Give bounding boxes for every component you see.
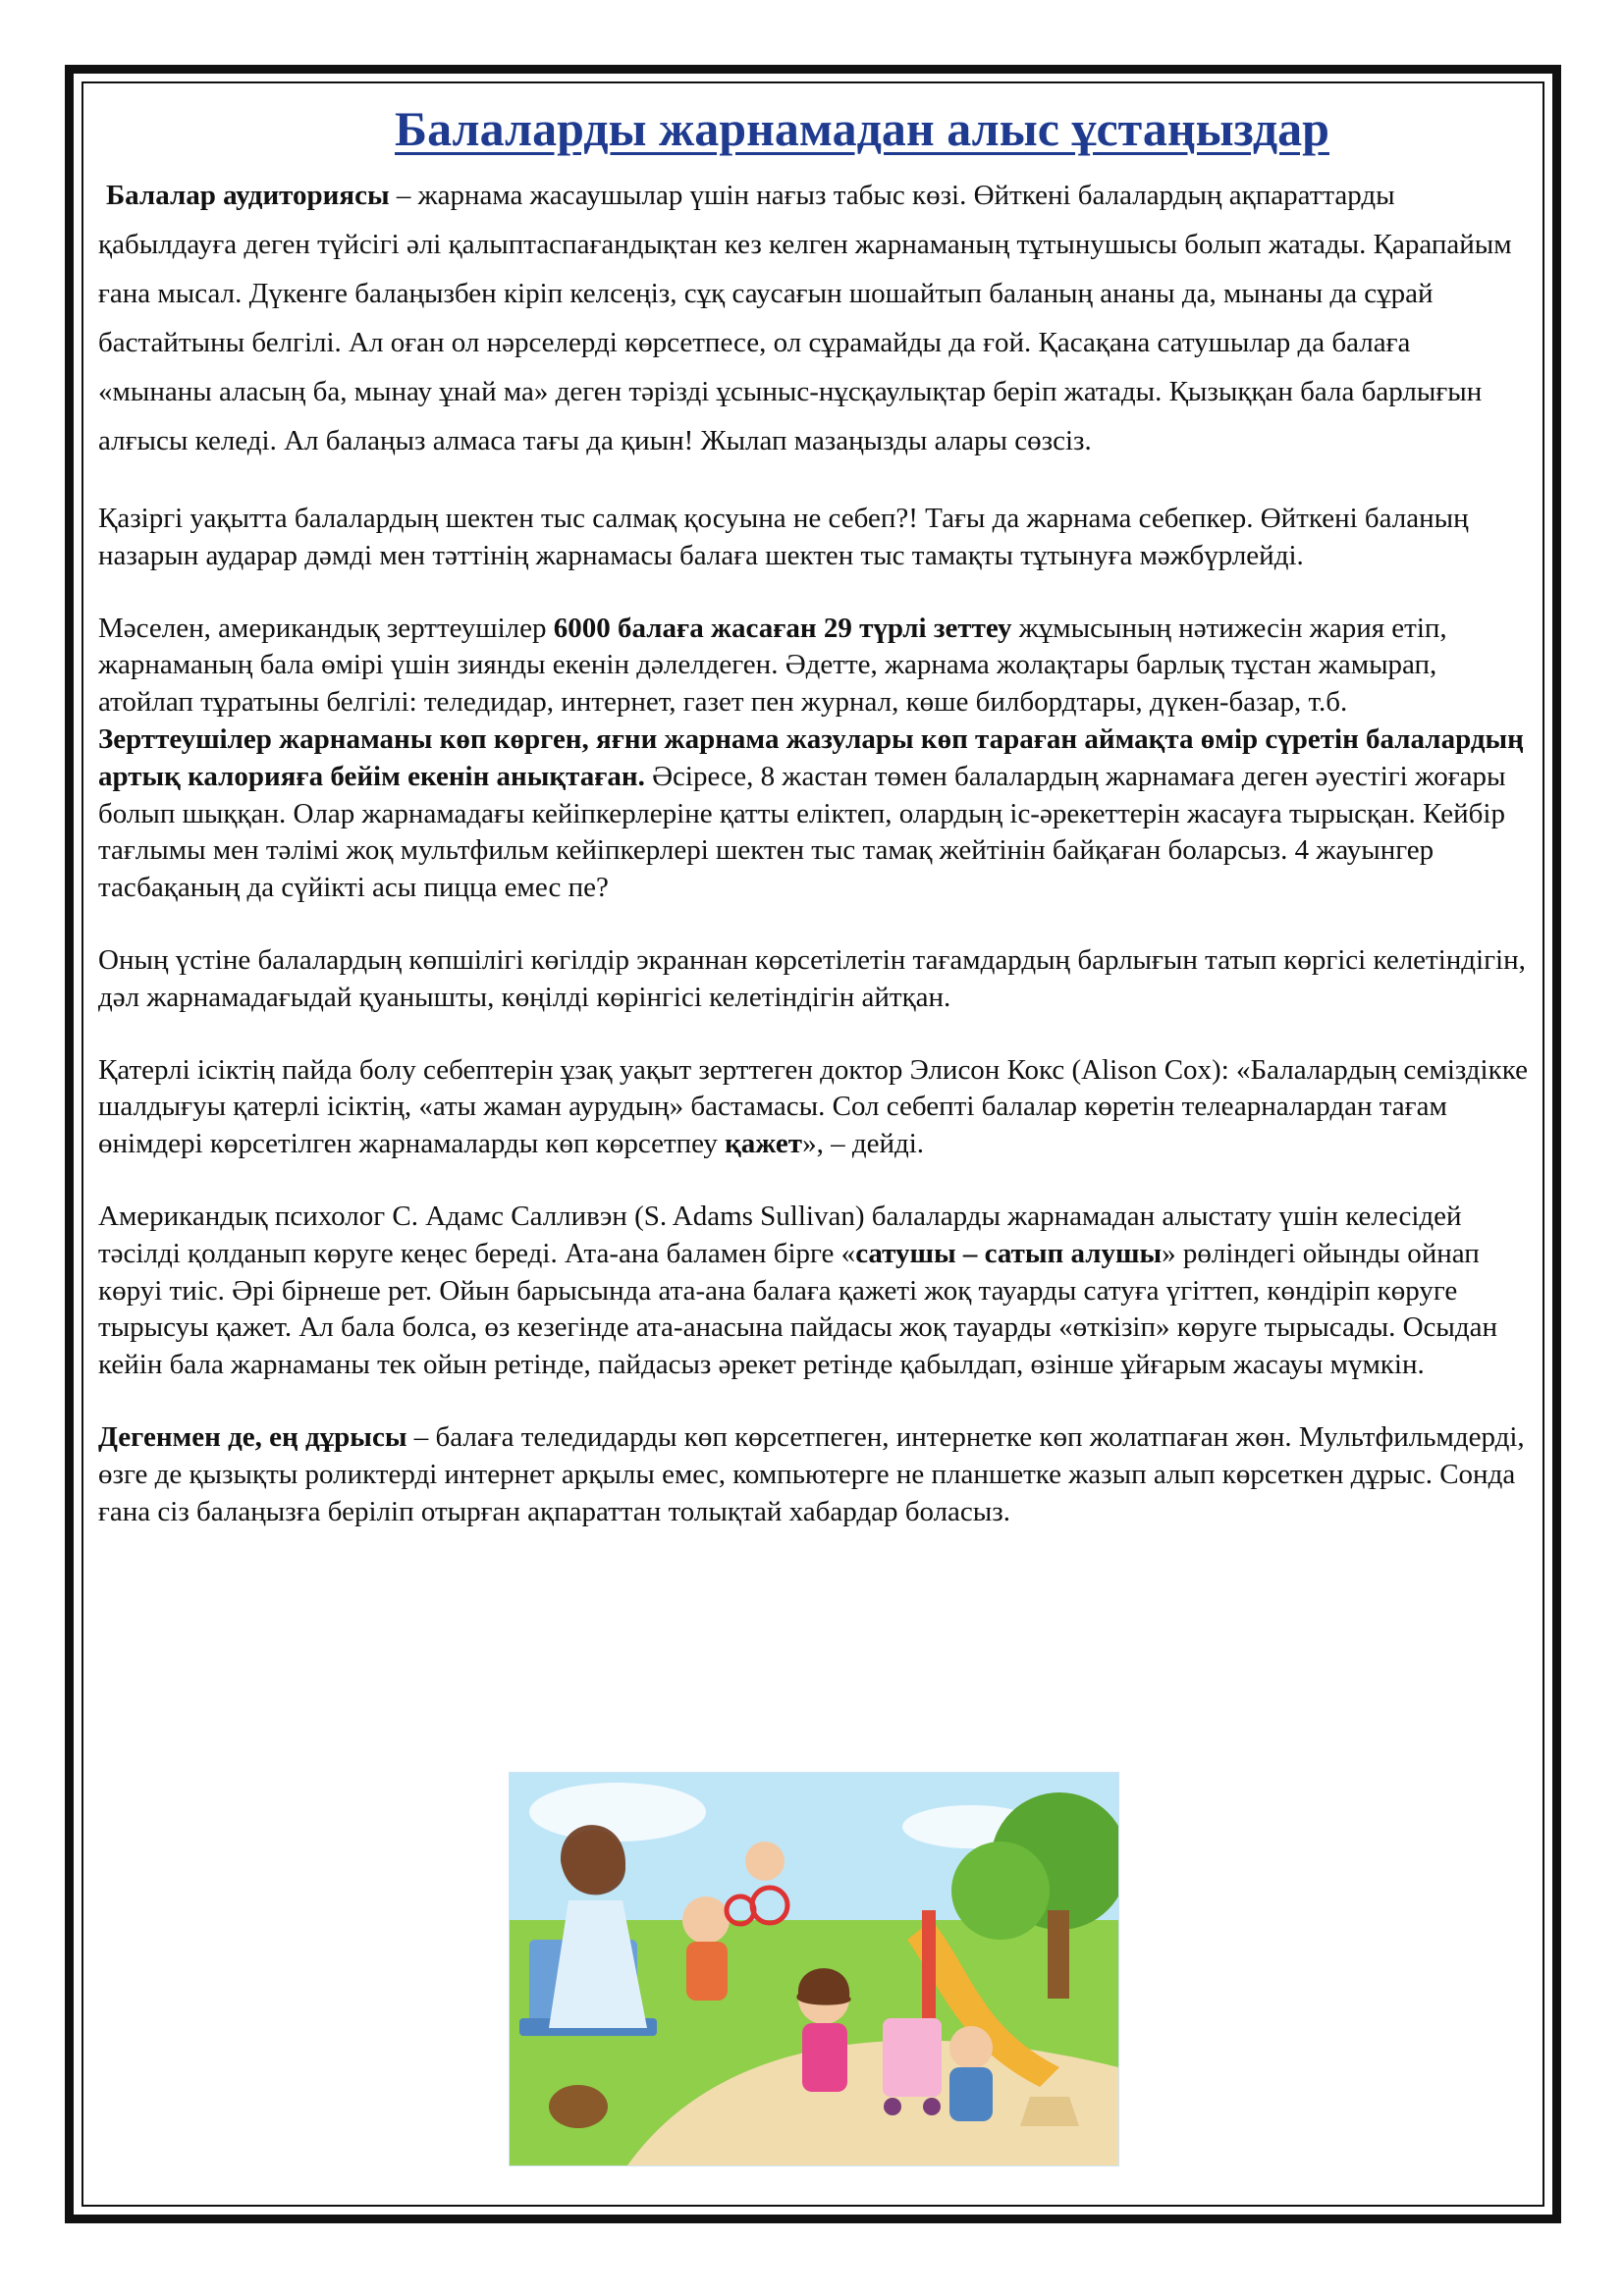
paragraph-6-text-1: Американдық психолог С. Адамс Салливэн (S. Adams Sullivan) балаларды жарнамадан алыстату үшін келесідей тәсілді қолданып көруге кеңес береді. Ата-ана баламен бірге « <box>98 1200 1462 1269</box>
paragraph-2 <box>98 501 1528 575</box>
child-shirt <box>686 1942 728 2001</box>
child-shirt <box>949 2067 993 2121</box>
playground-illustration-icon <box>510 1773 1118 2165</box>
article-title: Балаларды жарнамадан алыс ұстаңыздар <box>395 101 1329 156</box>
paragraph-3-text-3: Әсіресе, 8 жастан төмен балалардың жарнамаға деген әуестігі жоғары болып шыққан. Олар жарнамадағы кейіпкерлеріне қатты еліктеп, олардың іс-әрекеттерін жасауға тырысқан. Кейбір тағлымы мен тәлімі жоқ мультфильм кейіпкерлері шектен тыс тамақ жейтінін байқаған боларсыз. 4 жауынгер тасбақаның да сүйікті асы пицца емес пе? <box>98 760 1506 904</box>
child-head <box>745 1842 785 1881</box>
paragraph-1 <box>98 171 1528 465</box>
article <box>98 90 1528 1530</box>
toy-stroller <box>883 2018 942 2097</box>
paragraph-3 <box>98 611 1528 907</box>
tree-crown <box>951 1842 1050 1940</box>
cloud <box>529 1783 706 1842</box>
paragraph-5 <box>98 1052 1528 1163</box>
paragraph-7-text-1: – балаға теледидарды көп көрсетпеген, интернетке көп жолатпаған жөн. Мультфильмдерді, өзге де қызықты роликтерді интернет арқылы емес, компьютерге не планшетке жазып алып көрсеткен дұрыс. Сонда ғана сіз балаңызға беріліп отырған ақпараттан толықтай хабардар боласыз. <box>98 1420 1525 1527</box>
paragraph-3-text-1: Мәселен, американдық зерттеушілер <box>98 612 554 644</box>
paragraph-1-text: – жарнама жасаушылар үшін нағыз табыс көзі. Өйткені балалардың ақпараттарды қабылдауға деген түйсігі әлі қалыптаспағандықтан кез келген жарнаманың тұтынушысы болып жатады. Қарапайым ғана мысал. Дүкенге балаңызбен кіріп келсеңіз, сұқ саусағын шошайтып баланың ананы да, мынаны да сұрай бастайтыны белгілі. Ал оған ол нәрселерді көрсетпесе, ол сұрамайды да ғой. Қасақана сатушылар да балаға «мынаны аласың ба, мынау ұнай ма» деген тәрізді ұсыныс-нұсқаулықтар беріп жатады. Қызыққан бала барлығын алғысы келеді. Ал балаңыз алмаса тағы да қиын! Жылап мазаңызды алары сөзсіз. <box>98 180 1512 456</box>
stroller-wheel <box>923 2098 941 2115</box>
paragraph-6-bold-1: сатушы – сатып алушы <box>855 1237 1163 1269</box>
paragraph-6 <box>98 1199 1528 1384</box>
child-head <box>682 1896 730 1944</box>
paragraph-2-text: Қазіргі уақытта балалардың шектен тыс салмақ қосуына не себеп?! Тағы да жарнама себепкер. Өйткені баланың назарын аударар дәмді мен тәттінің жарнамасы балаға шектен тыс тамақты тұтынуға мәжбүрлейді. <box>98 503 1469 571</box>
paragraph-5-bold-1: қажет <box>725 1128 803 1160</box>
girl-overalls <box>802 2023 847 2092</box>
paragraph-3-bold-2: Зерттеушілер жарнаманы көп көрген, яғни жарнама жазулары көп тараған аймақта өмір сүретін балалардың артық калорияға бейім екенін анықтаған. <box>98 722 1524 792</box>
stroller-wheel <box>884 2098 901 2115</box>
paragraph-5-text-2: », – дейді. <box>802 1128 925 1160</box>
paragraph-7-bold-1: Дегенмен де, ең дұрысы <box>98 1420 407 1453</box>
child-head <box>949 2026 993 2069</box>
paragraph-4 <box>98 942 1528 1017</box>
playground-illustration <box>509 1772 1119 2166</box>
paragraph-3-text-2: жұмысының нәтижесін жария етіп, жарнаманың бала өмірі үшін зиянды екенін дәлелдеген. Әдетте, жарнама жолақтары барлық тұстан жамырап, атойлап тұратыны белгілі: теледидар, интернет, газет пен журнал, көше билбордтары, дүкен-базар, т.б. <box>98 612 1447 719</box>
dog <box>549 2085 608 2128</box>
tree-trunk <box>1048 1910 1069 1999</box>
paragraph-3-bold-1: 6000 балаға жасаған 29 түрлі зеттеу <box>553 612 1012 644</box>
paragraph-1-bold-lead: Балалар аудиториясы <box>106 180 390 211</box>
sandcastle <box>1020 2097 1079 2126</box>
paragraph-6-text-2: » рөліндегі ойынды ойнап көруі тиіс. Әрі бірнеше рет. Ойын барысында ата-ана балаға қажеті жоқ тауарды сатуға үгіттеп, көндіріп көруге тырысуы қажет. Ал бала болса, өз кезегінде ата-анасына пайдасы жоқ тауарды «өткізіп» көруге тырысады. Осыдан кейін бала жарнаманы тек ойын ретінде, пайдасыз әрекет ретінде қабылдап, өзінше ұйғарым жасауы мүмкін. <box>98 1237 1498 1381</box>
paragraph-5-text-1: Қатерлі ісіктің пайда болу себептерін ұзақ уақыт зерттеген доктор Элисон Кокс (Alison Cox): «Балалардың семіздікке шалдығуы қатерлі ісіктің, «аты жаман аурудың» бастамасы. Сол себепті балалар көретін телеарналардан тағам өнімдері көрсетілген жарнамаларды көп көрсетпеу <box>98 1053 1528 1160</box>
paragraph-4-text: Оның үстіне балалардың көпшілігі көгілдір экраннан көрсетілетін тағамдардың барлығын татып көргісі келетіндігін, дәл жарнамадағыдай қуанышты, көңілді көрінгісі келетіндігін айтқан. <box>98 943 1526 1013</box>
paragraph-7 <box>98 1419 1528 1530</box>
